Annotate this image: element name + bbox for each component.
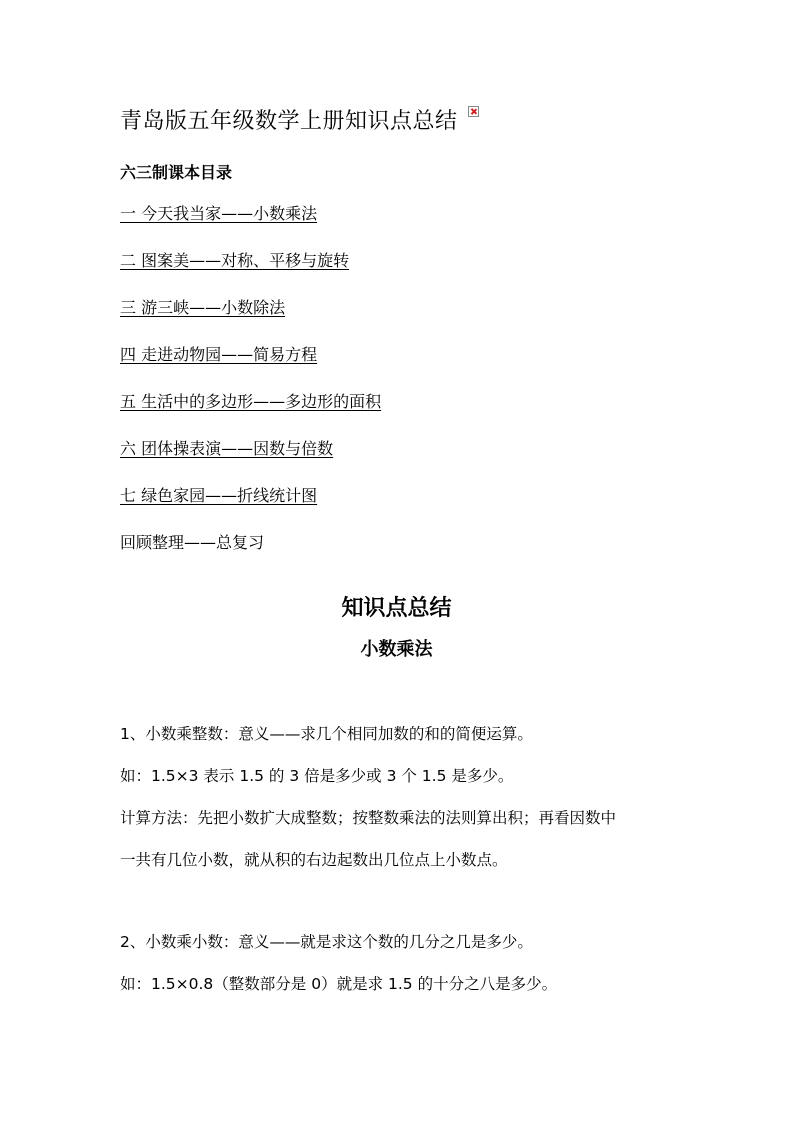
- toc-item: [120, 342, 381, 389]
- toc-item: [120, 530, 381, 577]
- table-of-contents: [120, 201, 381, 577]
- paragraph-example-2: 如：1.5×0.8（整数部分是 0）就是求 1.5 的十分之八是多少。: [120, 975, 558, 993]
- toc-link-chapter-5[interactable]: 五 生活中的多边形——多边形的面积: [120, 392, 382, 411]
- broken-image-icon: [468, 106, 479, 117]
- toc-item: [120, 248, 381, 295]
- toc-item: [120, 295, 381, 342]
- toc-link-chapter-7[interactable]: 七 绿色家园——折线统计图: [120, 486, 318, 505]
- toc-item: [120, 483, 381, 530]
- paragraph-method-line-2: 一共有几位小数，就从积的右边起数出几位点上小数点。: [120, 851, 508, 869]
- toc-item: [120, 389, 381, 436]
- document-title-line: [120, 104, 479, 140]
- toc-item-review: 回顾整理——总复习: [120, 533, 265, 552]
- toc-item: [120, 436, 381, 483]
- toc-link-chapter-2[interactable]: 二 图案美——对称、平移与旋转: [120, 251, 350, 270]
- summary-subtitle: 小数乘法: [360, 639, 433, 660]
- paragraph-example-1: 如：1.5×3 表示 1.5 的 3 倍是多少或 3 个 1.5 是多少。: [120, 767, 514, 785]
- toc-link-chapter-1[interactable]: 一 今天我当家——小数乘法: [120, 204, 318, 223]
- paragraph-decimal-times-decimal: 2、小数乘小数：意义——就是求这个数的几分之几是多少。: [120, 933, 533, 951]
- toc-link-chapter-4[interactable]: 四 走进动物园——简易方程: [120, 345, 318, 364]
- summary-title: 知识点总结: [341, 596, 452, 621]
- toc-link-chapter-6[interactable]: 六 团体操表演——因数与倍数: [120, 439, 334, 458]
- toc-heading: 六三制课本目录: [120, 163, 233, 182]
- paragraph-method-line-1: 计算方法：先把小数扩大成整数；按整数乘法的法则算出积；再看因数中: [120, 809, 617, 827]
- paragraph-decimal-times-integer: 1、小数乘整数：意义——求几个相同加数的和的简便运算。: [120, 725, 533, 743]
- toc-item: [120, 201, 381, 248]
- document-title: 青岛版五年级数学上册知识点总结: [120, 109, 458, 134]
- toc-link-chapter-3[interactable]: 三 游三峡——小数除法: [120, 298, 286, 317]
